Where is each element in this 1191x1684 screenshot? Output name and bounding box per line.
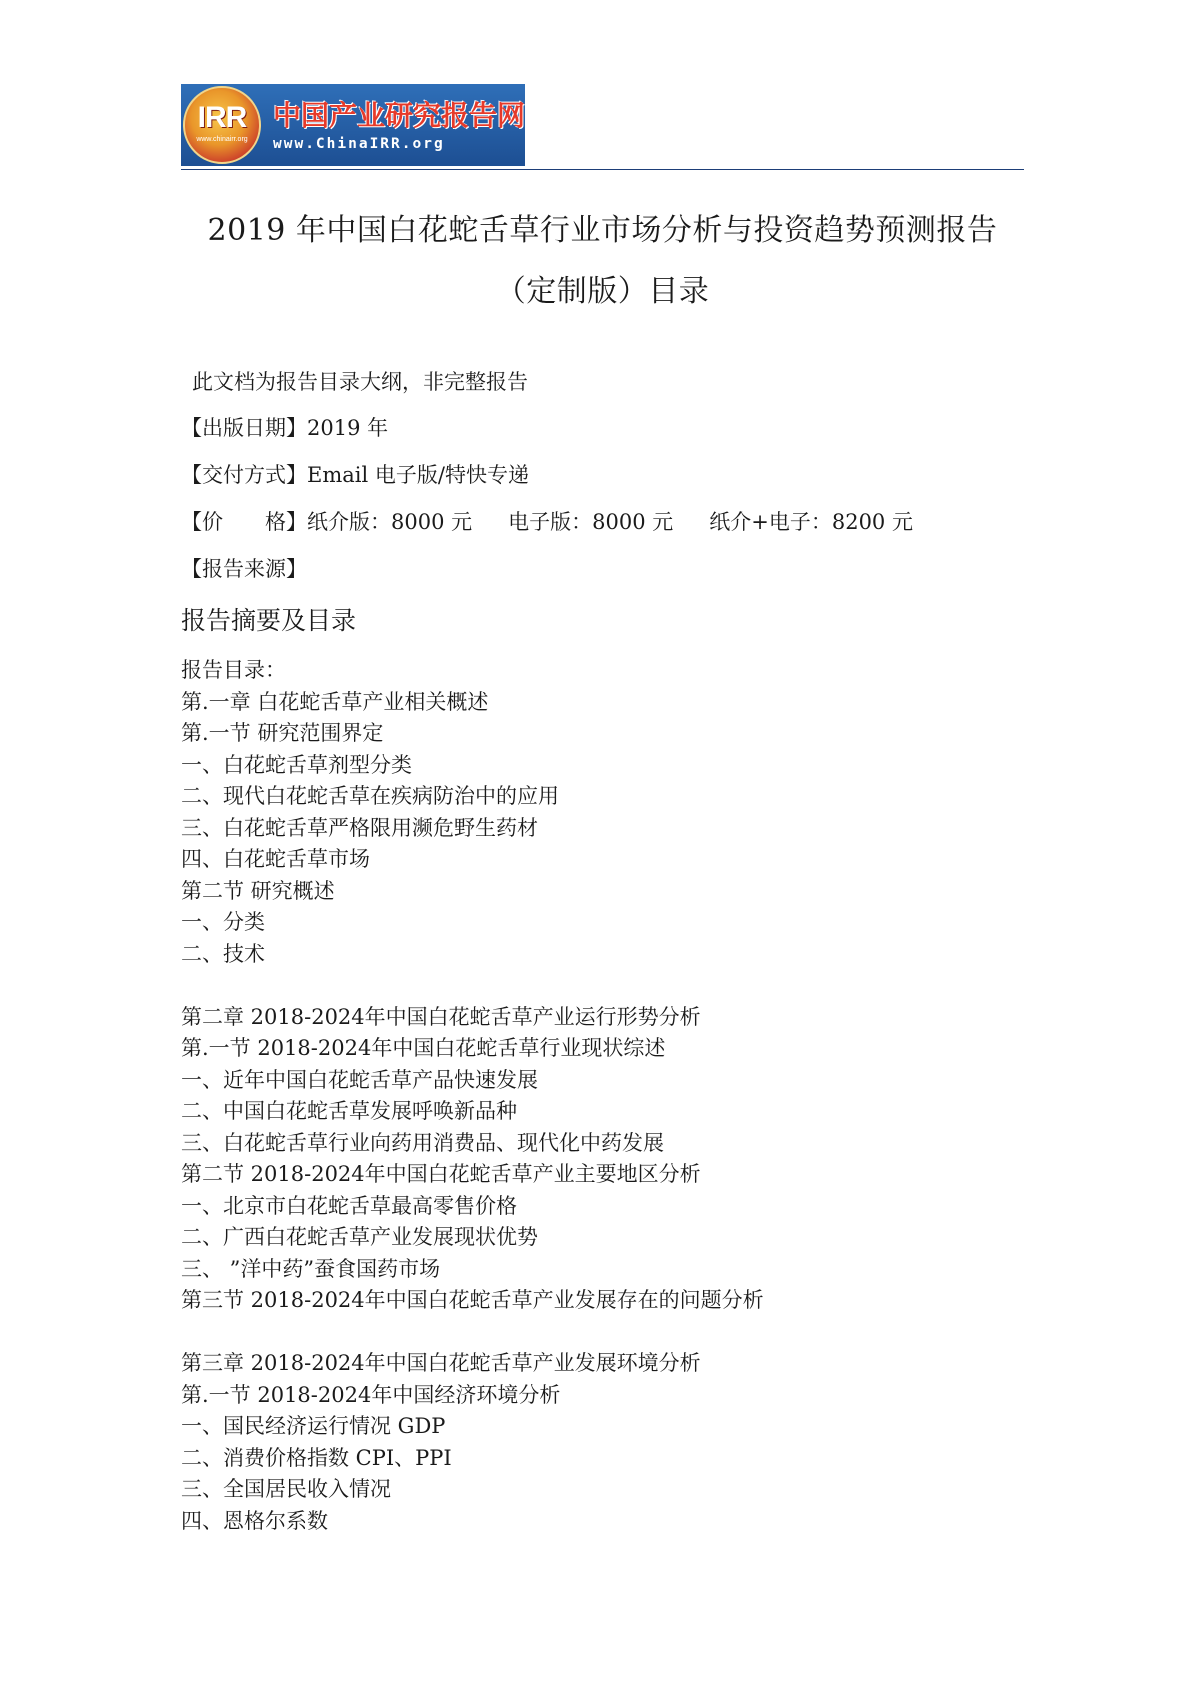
toc-item: 第.一章 白花蛇舌草产业相关概述 <box>181 689 489 714</box>
toc-item: 一、白花蛇舌草剂型分类 <box>181 752 412 777</box>
toc-item: 四、白花蛇舌草市场 <box>181 847 370 871</box>
publish-date: 【出版日期】2019 年 <box>181 416 389 440</box>
toc-spacer <box>181 970 764 1002</box>
disclaimer-text: 此文档为报告目录大纲，非完整报告 <box>192 370 528 394</box>
table-of-contents <box>181 655 764 1537</box>
toc-item: 四、恩格尔系数 <box>181 1508 328 1533</box>
toc-item: 二、现代白花蛇舌草在疾病防治中的应用 <box>181 784 559 808</box>
toc-item: 第.一节 2018-2024年中国经济环境分析 <box>181 1382 561 1407</box>
toc-item: 第三节 2018-2024年中国白花蛇舌草产业发展存在的问题分析 <box>181 1288 764 1312</box>
toc-item: 三、 ”洋中药”蚕食国药市场 <box>181 1256 441 1281</box>
price-row <box>181 506 913 536</box>
toc-item: 一、分类 <box>181 910 265 934</box>
toc-item: 一、国民经济运行情况 GDP <box>181 1414 446 1438</box>
toc-item: 三、白花蛇舌草行业向药用消费品、现代化中药发展 <box>181 1130 664 1155</box>
toc-item: 第.一节 2018-2024年中国白花蛇舌草行业现状综述 <box>181 1036 666 1060</box>
toc-item: 一、近年中国白花蛇舌草产品快速发展 <box>181 1067 538 1092</box>
toc-item: 第二章 2018-2024年中国白花蛇舌草产业运行形势分析 <box>181 1004 701 1029</box>
price-both: 纸介+电子：8200 元 <box>709 510 913 534</box>
report-source: 【报告来源】 <box>181 557 307 581</box>
toc-item: 二、中国白花蛇舌草发展呼唤新品种 <box>181 1099 517 1123</box>
toc-item: 第二节 2018-2024年中国白花蛇舌草产业主要地区分析 <box>181 1162 701 1186</box>
site-logo <box>181 84 525 166</box>
toc-item: 第三章 2018-2024年中国白花蛇舌草产业发展环境分析 <box>181 1351 701 1375</box>
toc-item: 三、白花蛇舌草严格限用濒危野生药材 <box>181 815 538 840</box>
price-electronic: 电子版：8000 元 <box>508 510 674 534</box>
price-label: 【价 格】 <box>181 510 307 534</box>
toc-item: 第.一节 研究范围界定 <box>181 721 384 745</box>
toc-item: 报告目录： <box>181 658 286 682</box>
toc-item: 二、消费价格指数 CPI、PPI <box>181 1445 452 1470</box>
toc-item: 二、技术 <box>181 941 265 966</box>
delivery-method: 【交付方式】Email 电子版/特快专递 <box>181 463 529 487</box>
toc-item: 三、全国居民收入情况 <box>181 1477 391 1501</box>
logo-small-url: www.chinairr.org <box>196 136 248 143</box>
toc-spacer <box>181 1317 764 1349</box>
toc-item: 一、北京市白花蛇舌草最高零售价格 <box>181 1193 517 1218</box>
report-title-line-1: 2019 年中国白花蛇舌草行业市场分析与投资趋势预测报告 <box>207 213 998 248</box>
logo-abbr: IRR <box>197 101 247 134</box>
section-heading: 报告摘要及目录 <box>181 606 357 635</box>
logo-url: www.ChinaIRR.org <box>273 136 445 152</box>
logo-site-name: 中国产业研究报告网 <box>273 99 525 132</box>
report-title-line-2: （定制版）目录 <box>495 274 710 309</box>
price-paper: 纸介版：8000 元 <box>307 510 473 534</box>
header-divider <box>181 169 1024 170</box>
toc-item: 第二节 研究概述 <box>181 878 335 903</box>
toc-item: 二、广西白花蛇舌草产业发展现状优势 <box>181 1225 538 1249</box>
